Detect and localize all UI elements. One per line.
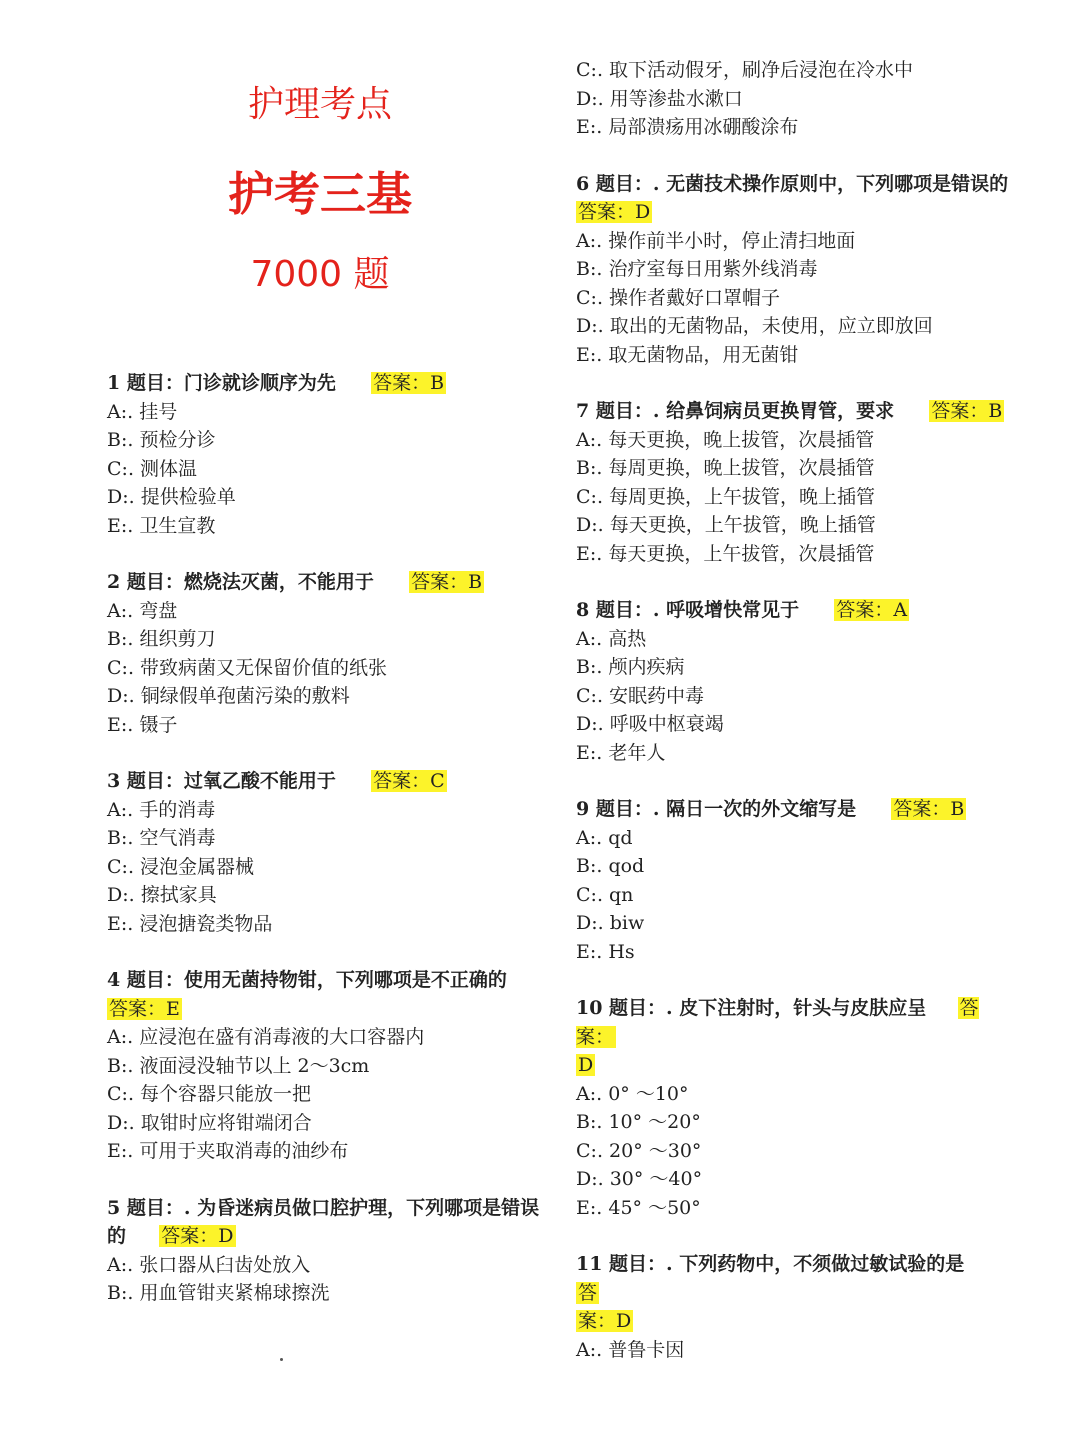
question-9-title: 9 题目：. 隔日一次的外文缩写是 — [576, 798, 857, 820]
option-a: A:. 操作前半小时，停止清扫地面 — [576, 229, 856, 252]
option-c: C:. 测体温 — [107, 457, 198, 480]
option-a: A:. 高热 — [576, 627, 647, 650]
question-9-answer: 答案：B — [893, 798, 965, 820]
question-3-answer: 答案：C — [373, 770, 445, 792]
question-7-title: 7 题目：. 给鼻饲病员更换胃管，要求 — [576, 400, 895, 422]
option-e: E:. 可用于夹取消毒的油纱布 — [107, 1140, 349, 1162]
question-3-title: 3 题目：过氧乙酸不能用于 — [107, 770, 336, 792]
option-e: E:. 卫生宣教 — [107, 514, 216, 537]
option-a: A:. 手的消毒 — [107, 798, 216, 821]
question-4-answer: 答案：E — [109, 997, 180, 1020]
option-a: A:. 每天更换，晚上拔管，次晨插管 — [576, 428, 875, 451]
question-5-continued — [576, 56, 1016, 142]
option-c: C:. 安眠药中毒 — [576, 684, 705, 707]
question-5-title-cont: 的 — [107, 1225, 127, 1247]
option-d: D:. biw — [576, 912, 645, 934]
question-11 — [576, 1250, 1016, 1364]
header-line-2: 护考三基 — [228, 167, 412, 221]
option-e: E:. 局部溃疡用冰硼酸涂布 — [576, 116, 799, 138]
option-d: D:. 呼吸中枢衰竭 — [576, 713, 724, 735]
question-5 — [107, 1194, 547, 1308]
header-line-1: 护理考点 — [247, 84, 392, 125]
option-d: D:. 每天更换，上午拔管，晚上插管 — [576, 514, 876, 536]
option-a: A:. 0° ～10° — [576, 1082, 689, 1105]
left-column — [107, 369, 547, 1336]
question-4-title: 4 题目：使用无菌持物钳，下列哪项是不正确的 — [107, 969, 507, 991]
question-8-answer: 答案：A — [836, 599, 908, 621]
question-2 — [107, 568, 547, 739]
header-line-3: 7000 题 — [250, 254, 390, 295]
option-e: E:. Hs — [576, 940, 635, 963]
question-8 — [576, 596, 1016, 767]
question-2-title: 2 题目：燃烧法灭菌，不能用于 — [107, 571, 374, 593]
question-5-answer: 答案：D — [161, 1225, 234, 1247]
option-e: E:. 每天更换，上午拔管，次晨插管 — [576, 542, 875, 565]
option-b: B:. 10° ～20° — [576, 1111, 701, 1133]
option-a: A:. 弯盘 — [107, 599, 178, 622]
option-d: D:. 用等渗盐水漱口 — [576, 87, 743, 110]
option-e: E:. 取无菌物品，用无菌钳 — [576, 343, 799, 366]
question-1-answer: 答案：B — [373, 372, 445, 394]
option-a: A:. 张口器从臼齿处放入 — [107, 1253, 311, 1276]
option-d: D:. 取出的无菌物品，未使用，应立即放回 — [576, 315, 933, 337]
question-2-answer: 答案：B — [411, 571, 483, 593]
question-10-answer-cont: D — [578, 1054, 594, 1076]
option-a: A:. 普鲁卡因 — [576, 1338, 685, 1361]
question-5-title: 5 题目：. 为昏迷病员做口腔护理，下列哪项是错误 — [107, 1196, 540, 1219]
option-b: B:. 颅内疾病 — [576, 656, 685, 678]
page-dot — [280, 1358, 283, 1361]
option-e: E:. 老年人 — [576, 741, 666, 764]
option-e: E:. 浸泡搪瓷类物品 — [107, 912, 273, 935]
question-11-answer: 答 — [578, 1281, 598, 1304]
question-10-title: 10 题目：. 皮下注射时，针头与皮肤应呈 — [576, 997, 927, 1019]
question-6 — [576, 170, 1016, 370]
option-c: C:. 每周更换，上午拔管，晚上插管 — [576, 485, 876, 508]
option-b: B:. 空气消毒 — [107, 827, 216, 849]
question-9 — [576, 795, 1016, 966]
option-b: B:. qod — [576, 855, 645, 877]
question-8-title: 8 题目：. 呼吸增快常见于 — [576, 599, 800, 621]
question-6-answer: 答案：D — [578, 201, 651, 223]
option-d: D:. 取钳时应将钳端闭合 — [107, 1111, 312, 1134]
option-d: D:. 铜绿假单孢菌污染的敷料 — [107, 685, 350, 707]
option-b: B:. 每周更换，晚上拔管，次晨插管 — [576, 457, 875, 479]
question-1 — [107, 369, 547, 540]
question-3 — [107, 767, 547, 938]
option-c: C:. 每个容器只能放一把 — [107, 1083, 312, 1105]
option-c: C:. 取下活动假牙，刷净后浸泡在冷水中 — [576, 59, 914, 81]
question-11-title: 11 题目：. 下列药物中，不须做过敏试验的是 — [576, 1253, 965, 1275]
question-10 — [576, 994, 1016, 1222]
option-d: D:. 30° ～40° — [576, 1168, 703, 1190]
option-b: B:. 组织剪刀 — [107, 628, 216, 650]
option-a: A:. 挂号 — [107, 400, 178, 423]
question-11-answer-cont: 案：D — [578, 1310, 632, 1332]
option-a: A:. 应浸泡在盛有消毒液的大口容器内 — [107, 1026, 425, 1048]
option-b: B:. 用血管钳夹紧棉球擦洗 — [107, 1282, 330, 1304]
question-7 — [576, 397, 1016, 568]
option-c: C:. 带致病菌又无保留价值的纸张 — [107, 656, 388, 679]
question-10-answer: 答案： — [576, 997, 979, 1048]
question-1-title: 1 题目：门诊就诊顺序为先 — [107, 372, 336, 394]
option-b: B:. 治疗室每日用紫外线消毒 — [576, 258, 818, 280]
option-d: D:. 擦拭家具 — [107, 884, 217, 906]
option-e: E:. 镊子 — [107, 713, 178, 736]
option-b: B:. 液面浸没轴节以上 2～3cm — [107, 1054, 370, 1077]
option-d: D:. 提供检验单 — [107, 486, 236, 508]
option-e: E:. 45° ～50° — [576, 1196, 701, 1219]
question-7-answer: 答案：B — [931, 400, 1003, 422]
right-column — [576, 56, 1016, 1392]
option-c: C:. 浸泡金属器械 — [107, 855, 255, 878]
question-4 — [107, 966, 547, 1166]
option-c: C:. 20° ～30° — [576, 1139, 702, 1162]
option-a: A:. qd — [576, 826, 633, 849]
option-b: B:. 预检分诊 — [107, 429, 216, 451]
option-c: C:. qn — [576, 883, 634, 906]
question-6-title: 6 题目：. 无菌技术操作原则中，下列哪项是错误的 — [576, 172, 1009, 195]
option-c: C:. 操作者戴好口罩帽子 — [576, 286, 781, 309]
